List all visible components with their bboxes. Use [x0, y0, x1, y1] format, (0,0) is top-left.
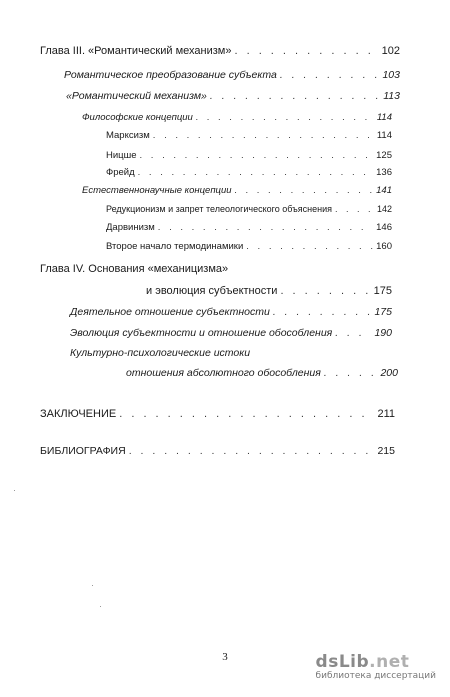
toc-entry	[40, 44, 400, 58]
toc-entry-page: 125	[376, 150, 392, 161]
toc-entry-label: Деятельное отношение субъектности	[70, 306, 270, 318]
toc-entry	[70, 305, 392, 319]
toc-entry-page: 215	[377, 445, 395, 457]
toc-entry	[64, 68, 400, 82]
toc-entry-label: Ницше	[106, 150, 137, 161]
toc-entry-page: 160	[376, 241, 392, 252]
toc-entry	[70, 346, 250, 360]
watermark-brand	[316, 652, 436, 672]
scan-speck	[100, 606, 101, 607]
toc-entry-label: Марксизм	[106, 130, 150, 141]
toc-entry	[126, 366, 398, 380]
toc-entry-page: 211	[377, 408, 395, 420]
dot-leader	[235, 184, 374, 198]
toc-entry-label: Дарвинизм	[106, 222, 155, 233]
toc-entry	[40, 444, 395, 458]
toc-entry-label: Глава IV. Основания «механицизма»	[40, 263, 229, 275]
dot-leader	[280, 284, 370, 298]
dot-leader	[335, 202, 374, 216]
dot-leader	[234, 44, 378, 58]
dot-leader	[324, 366, 378, 380]
dot-leader	[280, 68, 380, 82]
toc-entry-page: 190	[374, 327, 392, 339]
toc-entry-label: Второе начало термодинамики	[106, 241, 244, 252]
toc-entry-label: Культурно-психологические истоки	[70, 347, 251, 359]
toc-entry-label: Глава III. «Романтический механизм»	[40, 45, 232, 57]
scan-speck	[92, 585, 93, 586]
toc-entry-label: ЗАКЛЮЧЕНИЕ	[40, 408, 117, 420]
toc-entry	[106, 129, 392, 143]
toc-entry-label: Эволюция субъектности и отношение обособления	[70, 327, 333, 339]
toc-entry	[40, 262, 228, 276]
dot-leader	[273, 305, 372, 319]
toc-entry-label: Естественнонаучные концепции	[82, 185, 232, 196]
toc-entry-page: 146	[376, 222, 392, 233]
toc-entry	[82, 111, 392, 125]
toc-entry-page: 114	[376, 130, 392, 141]
toc-entry-label: БИБЛИОГРАФИЯ	[40, 445, 126, 457]
toc-entry-label: «Романтический механизм»	[66, 90, 207, 102]
toc-entry	[82, 184, 392, 198]
toc-entry-label: Философские концепции	[82, 112, 193, 123]
dot-leader	[129, 444, 375, 458]
toc-entry-page: 103	[382, 69, 400, 81]
page-number: 3	[222, 651, 228, 663]
toc-entry	[146, 284, 392, 298]
toc-entry-label: Романтическое преобразование субъекта	[64, 69, 277, 81]
toc-entry-page: 175	[374, 306, 392, 318]
toc-entry	[106, 221, 392, 235]
toc-entry-page: 175	[373, 285, 392, 297]
toc-entry-page: 200	[380, 367, 398, 379]
dot-leader	[153, 129, 374, 143]
dot-leader	[335, 326, 371, 340]
toc-entry	[106, 149, 392, 163]
toc-entry	[106, 166, 392, 180]
toc-entry	[66, 89, 400, 103]
dot-leader	[210, 89, 380, 103]
toc-entry-page: 113	[383, 90, 400, 102]
dot-leader	[196, 111, 374, 125]
dot-leader	[138, 166, 374, 180]
toc-entry	[40, 407, 395, 421]
toc-entry-label: отношения абсолютного обособления	[126, 367, 321, 379]
toc-entry-page: 114	[376, 112, 392, 123]
toc-entry-page: 102	[381, 45, 400, 57]
toc-entry-page: 136	[376, 167, 392, 178]
watermark-brand-main: dsLib	[315, 652, 370, 672]
toc-entry	[106, 202, 392, 216]
watermark-tagline: библиотека диссертаций	[315, 671, 436, 681]
toc-entry	[106, 240, 392, 254]
watermark-brand-tld: .net	[369, 652, 410, 672]
dot-leader	[158, 221, 373, 235]
scan-speck	[14, 490, 15, 491]
dot-leader	[246, 240, 373, 254]
watermark-logo	[316, 652, 436, 681]
toc-entry-label: Фрейд	[106, 167, 135, 178]
dot-leader	[140, 149, 374, 163]
dot-leader	[119, 407, 374, 421]
toc-entry-page: 141	[376, 185, 392, 196]
toc-entry-label: Редукционизм и запрет телеологического объяснения	[106, 204, 332, 214]
toc-entry-label: и эволюция субъектности	[146, 285, 278, 297]
toc-entry-page: 142	[376, 204, 392, 214]
toc-entry	[70, 326, 392, 340]
